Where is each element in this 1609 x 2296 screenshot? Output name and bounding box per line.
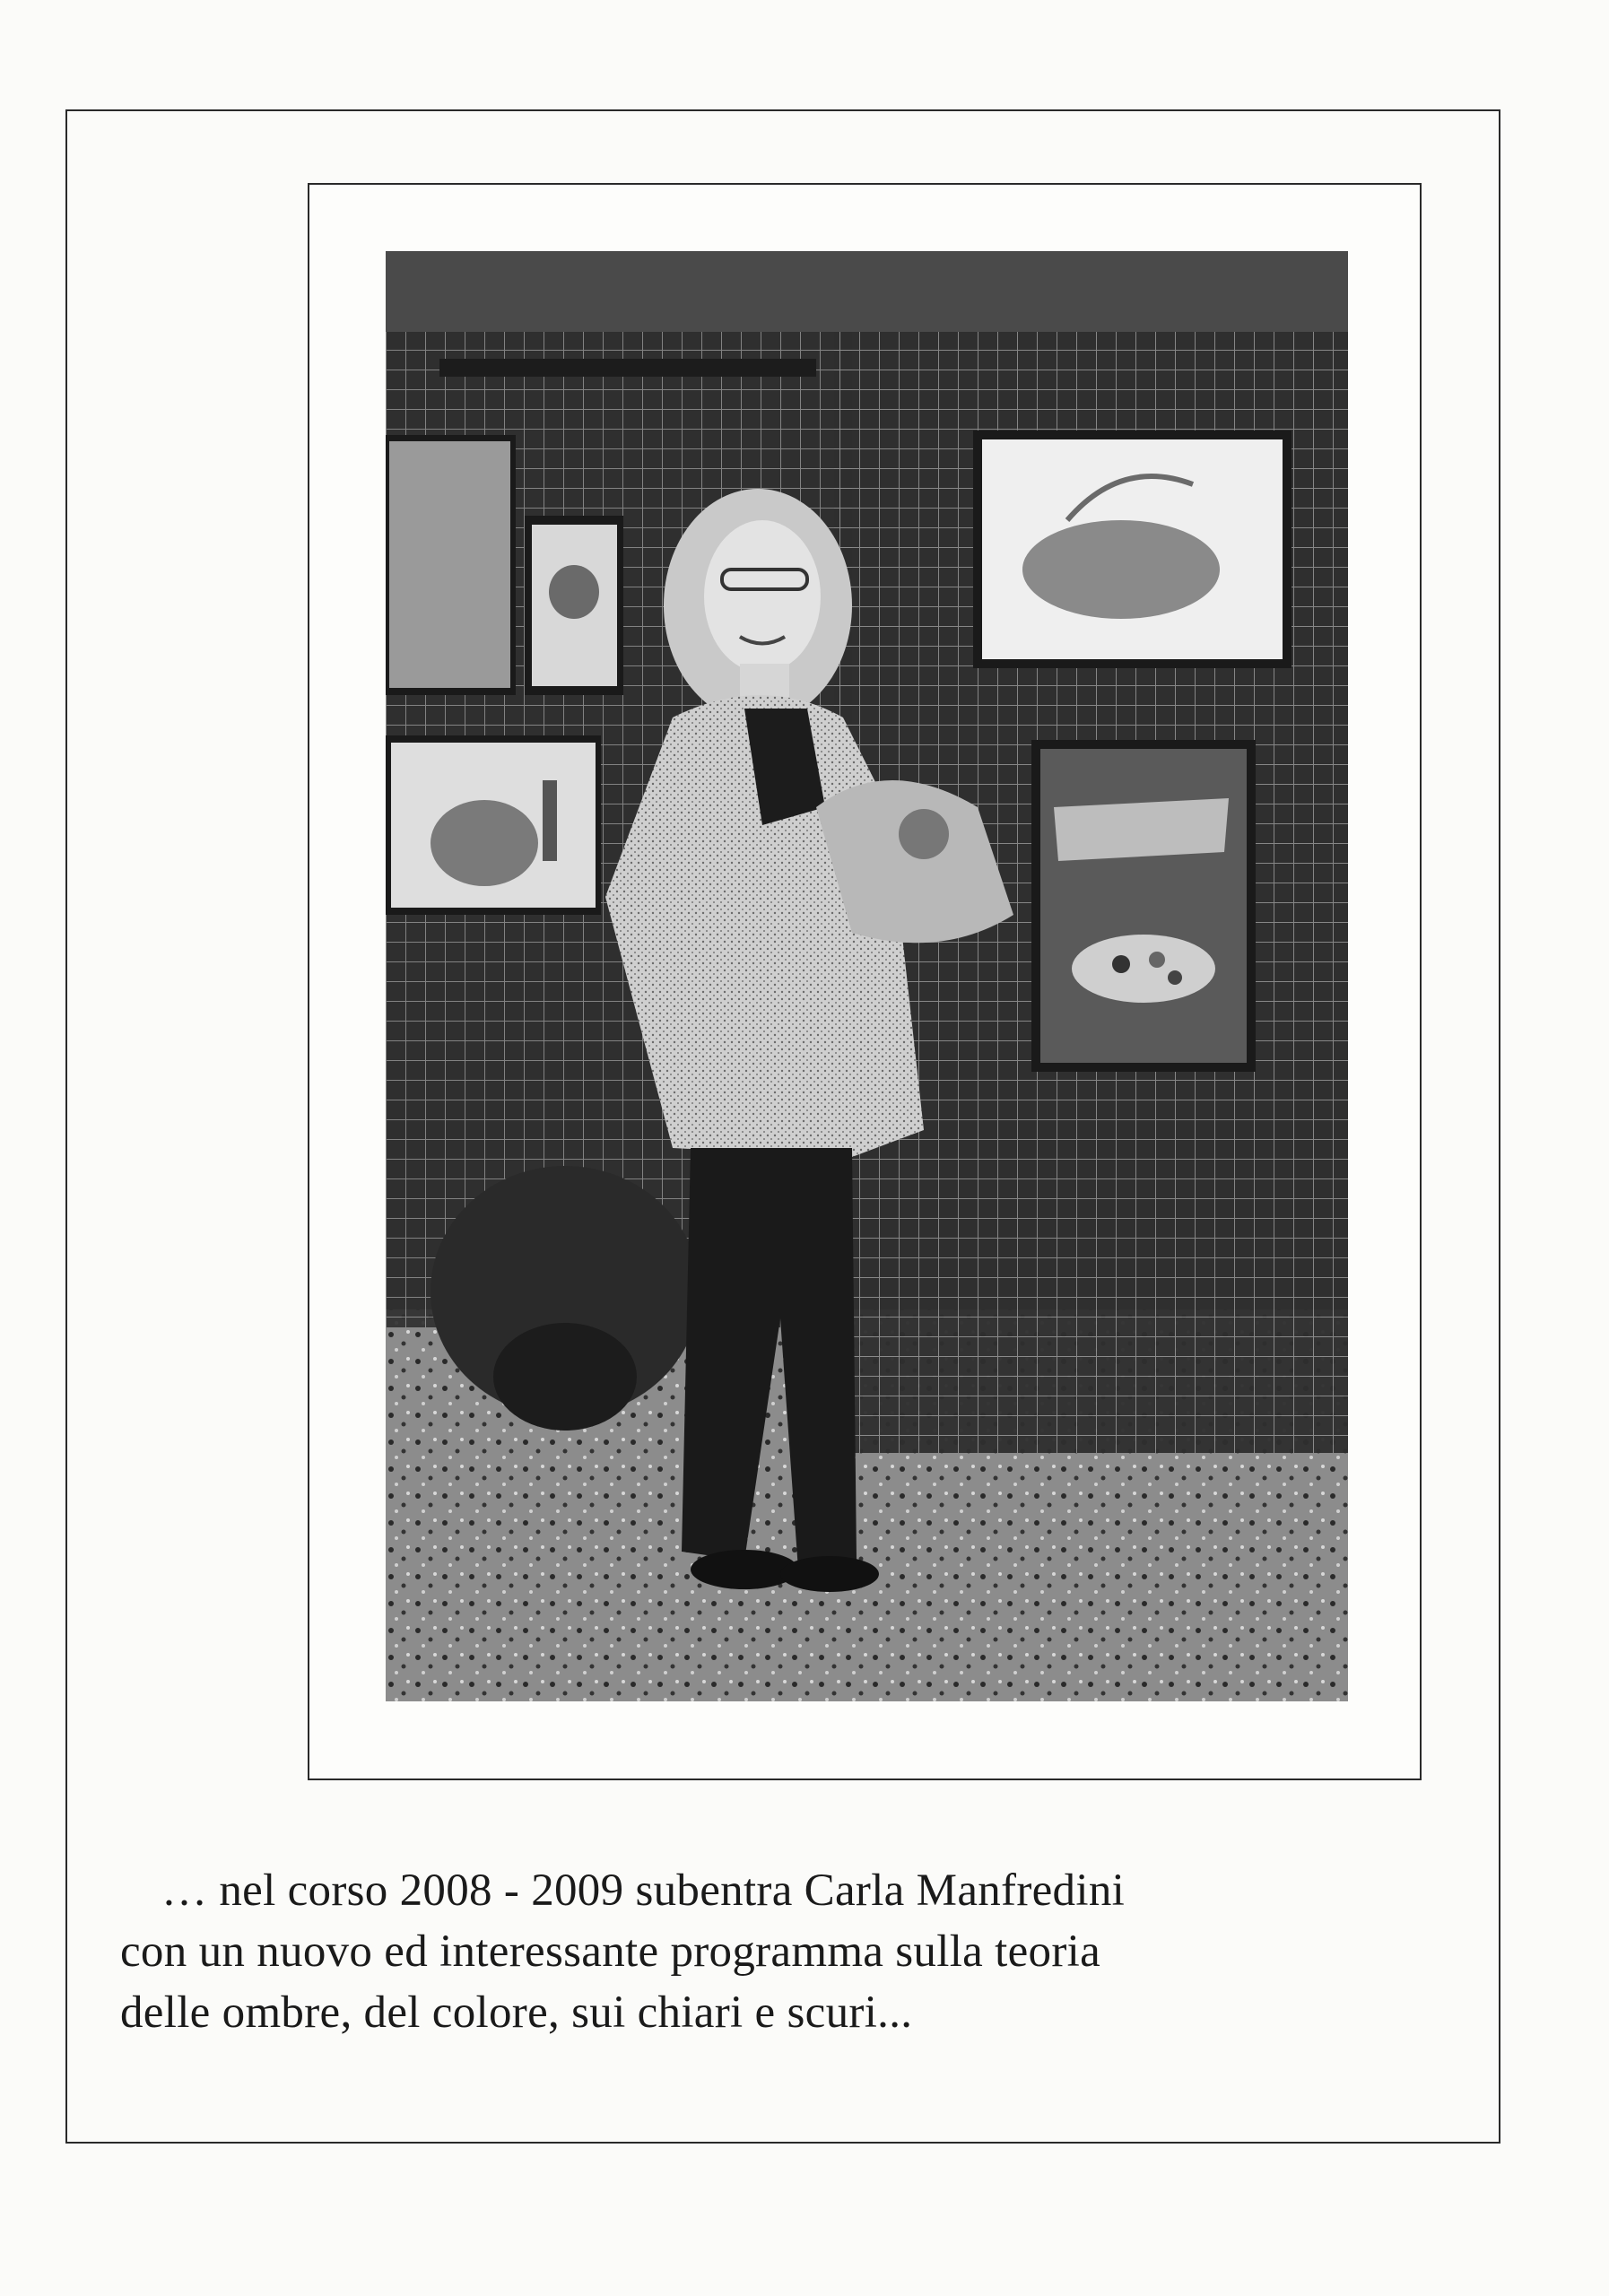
caption-line: con un nuovo ed interessante programma sulla teoria <box>120 1926 1101 1977</box>
exhibition-photo <box>386 251 1348 1701</box>
caption-line: … nel corso 2008 - 2009 subentra Carla Manfredini <box>161 1866 1126 1916</box>
caption-text <box>120 1860 1376 2043</box>
caption-line: delle ombre, del colore, sui chiari e scuri... <box>120 1987 913 2038</box>
